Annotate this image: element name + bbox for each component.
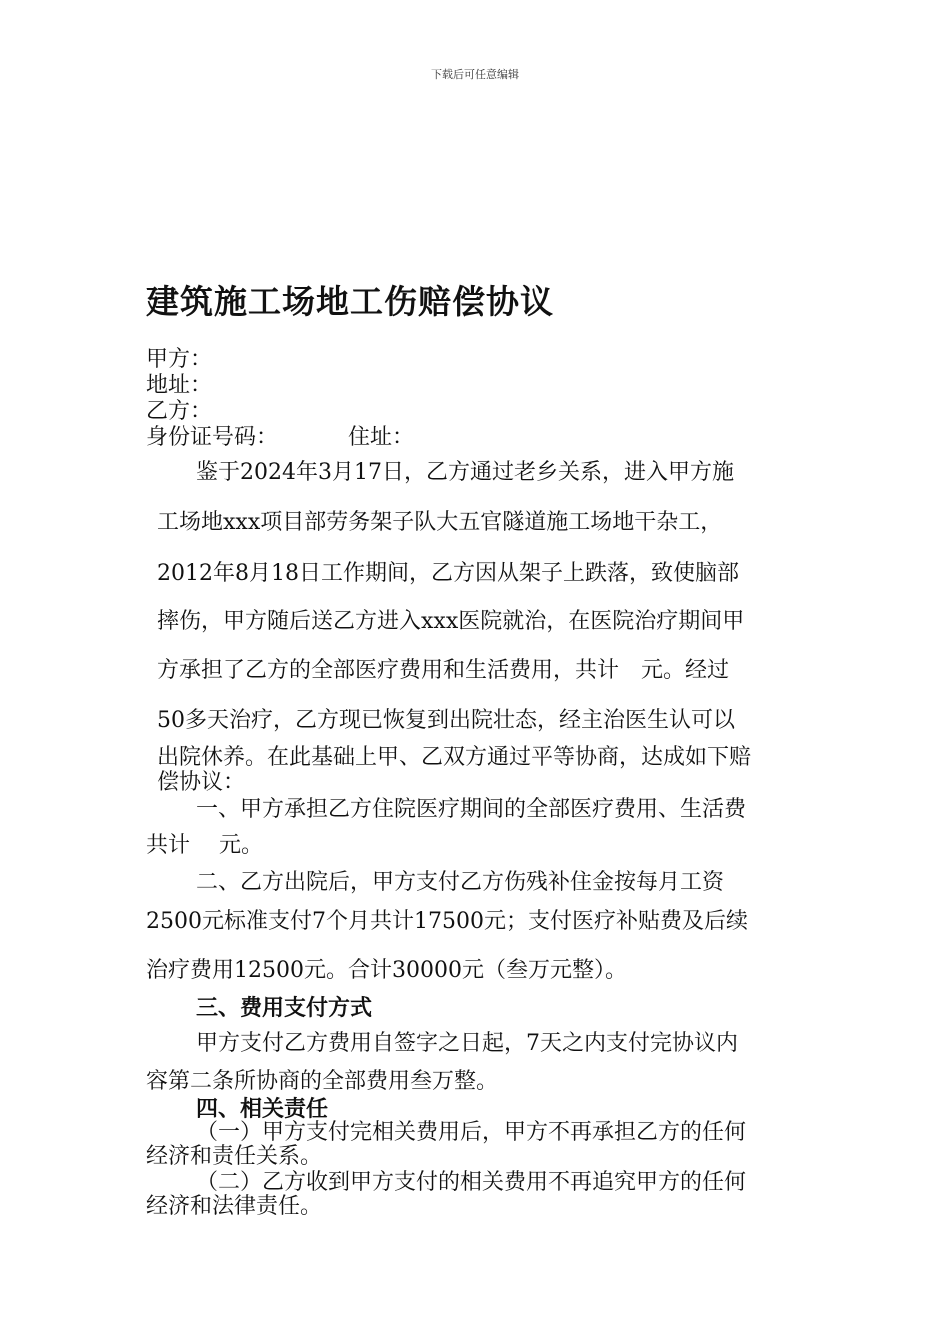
party-a-label: 甲方： — [146, 347, 213, 372]
intro-line: 摔伤，甲方随后送乙方进入xxx医院就治，在医院治疗期间甲 — [157, 609, 745, 634]
clause4-1-line: 经济和责任关系。 — [146, 1144, 323, 1169]
party-b-label: 乙方： — [146, 399, 213, 424]
document-title: 建筑施工场地工伤赔偿协议 — [146, 282, 554, 321]
clause2-line: 二、乙方出院后，甲方支付乙方伤残补住金按每月工资 — [196, 870, 725, 895]
clause4-2-line: 经济和法律责任。 — [146, 1194, 323, 1219]
clause3-line: 容第二条所协商的全部费用叁万整。 — [146, 1069, 499, 1094]
clause4-1-line: （一）甲方支付完相关费用后，甲方不再承担乙方的任何 — [196, 1120, 747, 1145]
page-header-note: 下载后可任意编辑 — [431, 68, 519, 81]
intro-line: 工场地xxx项目部劳务架子队大五官隧道施工场地干杂工， — [157, 510, 723, 535]
id-number-label: 身份证号码： — [146, 425, 279, 450]
clause1-line: 一、甲方承担乙方住院医疗期间的全部医疗费用、生活费 — [196, 797, 747, 822]
residence-label: 住址： — [348, 425, 415, 450]
clause4-2-line: （二）乙方收到甲方支付的相关费用不再追究甲方的任何 — [196, 1170, 747, 1195]
intro-line: 2012年8月18日工作期间，乙方因从架子上跌落，致使脑部 — [157, 561, 739, 586]
intro-line: 鉴于2024年3月17日，乙方通过老乡关系，进入甲方施 — [196, 460, 734, 485]
clause2-line: 治疗费用12500元。合计30000元（叁万元整）。 — [146, 958, 627, 983]
clause3-line: 甲方支付乙方费用自签字之日起，7天之内支付完协议内 — [196, 1031, 738, 1056]
intro-line: 偿协议： — [157, 770, 246, 795]
clause2-line: 2500元标准支付7个月共计17500元；支付医疗补贴费及后续 — [146, 909, 748, 934]
clause1-line: 共计 元。 — [146, 833, 263, 858]
address-label: 地址： — [146, 373, 213, 398]
intro-line: 50多天治疗，乙方现已恢复到出院壮态，经主治医生认可以 — [157, 708, 735, 733]
clause3-heading: 三、费用支付方式 — [196, 995, 373, 1021]
intro-line: 出院休养。在此基础上甲、乙双方通过平等协商，达成如下赔 — [157, 745, 752, 770]
intro-line: 方承担了乙方的全部医疗费用和生活费用，共计 元。经过 — [157, 658, 730, 683]
clause4-heading: 四、相关责任 — [196, 1096, 329, 1122]
